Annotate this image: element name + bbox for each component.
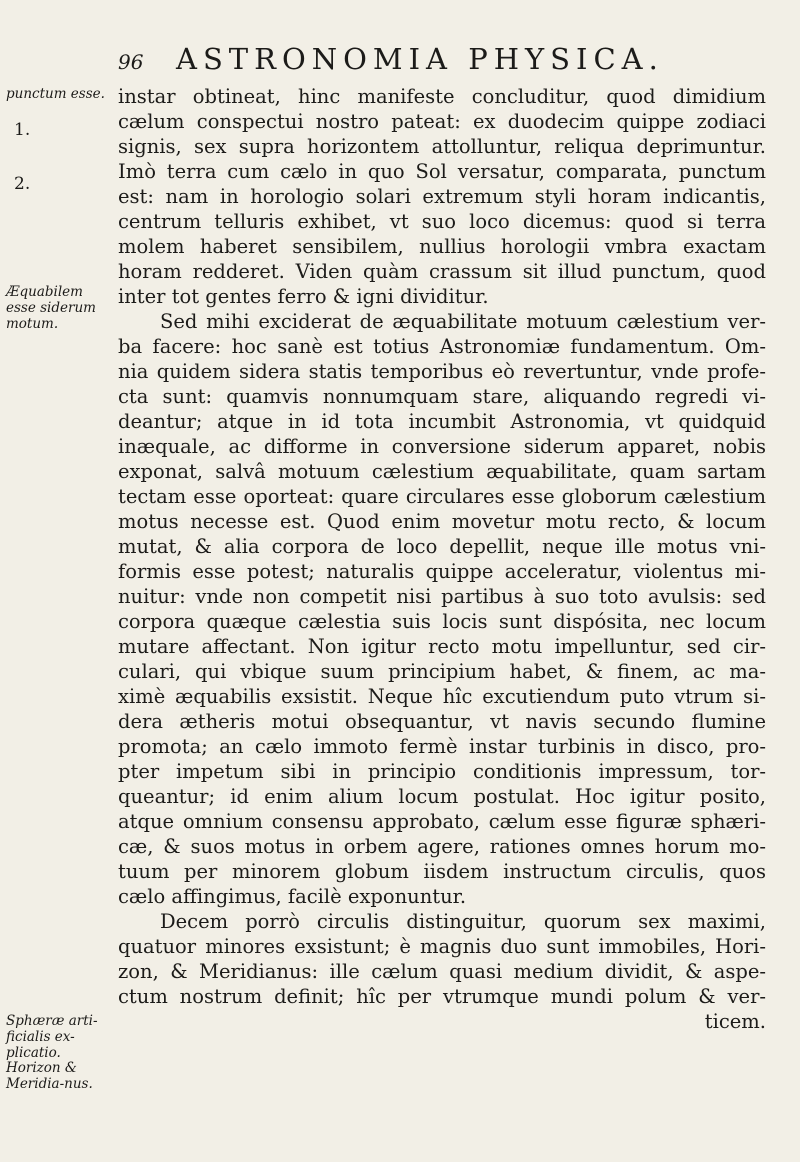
text-line: est: nam in horologio solari extremum styli horam indicantis,	[118, 185, 766, 208]
text-line: culari, qui vbique suum principium habet, & finem, ac ma-	[118, 660, 766, 683]
marginal-note: Horizon & Meridia-nus.	[6, 1060, 93, 1092]
text-line: instar obtineat, hinc manifeste concluditur, quod dimidium	[118, 85, 766, 108]
page-number: 96	[118, 50, 144, 74]
text-line: Imò terra cum cælo in quo Sol versatur, comparata, punctum	[118, 160, 766, 183]
page-header	[118, 40, 758, 80]
body-text	[118, 84, 766, 1034]
text-line: tectam esse oporteat: quare circulares esse globorum cælestium	[118, 485, 766, 508]
text-line: dera ætheris motui obsequantur, vt navis secundo flumine	[118, 710, 766, 733]
text-line: ticem.	[704, 1010, 766, 1033]
text-line: atque omnium consensu approbato, cælum esse figuræ sphæri-	[118, 810, 766, 833]
text-line: Sed mihi exciderat de æquabilitate motuum cælestium ver-	[160, 310, 766, 333]
text-line: horam redderet. Viden quàm crassum sit illud punctum, quod	[118, 260, 766, 283]
text-line: centrum telluris exhibet, vt suo loco dicemus: quod si terra	[118, 210, 766, 233]
text-line: pter impetum sibi in principio conditionis impressum, tor-	[118, 760, 766, 783]
text-line: queantur; id enim alium locum postulat. Hoc igitur posito,	[118, 785, 766, 808]
text-line: nuitur: vnde non competit nisi partibus à suo toto avulsis: sed	[118, 585, 766, 608]
text-line: mutare affectant. Non igitur recto motu impelluntur, sed cir-	[118, 635, 766, 658]
text-line: inæquale, ac difforme in conversione siderum apparet, nobis	[118, 435, 766, 458]
text-line: tuum per minorem globum iisdem instructum circulis, quos	[118, 860, 766, 883]
text-line: promota; an cælo immoto fermè instar turbinis in disco, pro-	[118, 735, 766, 758]
text-line: quatuor minores exsistunt; è magnis duo sunt immobiles, Hori-	[118, 935, 766, 958]
text-line: deantur; atque in id tota incumbit Astronomia, vt quidquid	[118, 410, 766, 433]
text-line: Decem porrò circulis distinguitur, quorum sex maximi,	[160, 910, 766, 933]
running-title: ASTRONOMIA PHYSICA.	[176, 42, 664, 76]
text-line: molem haberet sensibilem, nullius horologii vmbra exactam	[118, 235, 766, 258]
marginal-note: 2.	[14, 174, 31, 194]
text-line: zon, & Meridianus: ille cælum quasi medium dividit, & aspe-	[118, 960, 766, 983]
text-line: ximè æquabilis exsistit. Neque hîc excutiendum puto vtrum si-	[118, 685, 766, 708]
marginal-note: punctum esse.	[6, 86, 105, 102]
text-line: formis esse potest; naturalis quippe acceleratur, violentus mi-	[118, 560, 766, 583]
marginal-note: Æquabilem esse siderum motum.	[6, 284, 96, 332]
text-line: cælo affingimus, facilè exponuntur.	[118, 885, 467, 908]
text-line: nia quidem sidera statis temporibus eò revertuntur, vnde profe-	[118, 360, 766, 383]
text-line: cælum conspectui nostro pateat: ex duodecim quippe zodiaci	[118, 110, 766, 133]
text-line: inter tot gentes ferro & igni dividitur.	[118, 285, 489, 308]
marginal-note: Sphæræ arti-ficialis ex-plicatio.	[6, 1013, 98, 1061]
text-line: ba facere: hoc sanè est totius Astronomiæ fundamentum. Om-	[118, 335, 766, 358]
text-line: ctum nostrum definit; hîc per vtrumque mundi polum & ver-	[118, 985, 766, 1008]
text-line: corpora quæque cælestia suis locis sunt dispósita, nec locum	[118, 610, 766, 633]
text-line: cta sunt: quamvis nonnumquam stare, aliquando regredi vi-	[118, 385, 766, 408]
marginal-note: 1.	[14, 120, 31, 140]
margin-notes	[6, 0, 110, 1162]
text-line: mutat, & alia corpora de loco depellit, neque ille motus vni-	[118, 535, 766, 558]
text-line: signis, sex supra horizontem attolluntur, reliqua deprimuntur.	[118, 135, 766, 158]
text-line: exponat, salvâ motuum cælestium æquabilitate, quam sartam	[118, 460, 766, 483]
text-line: cæ, & suos motus in orbem agere, rationes omnes horum mo-	[118, 835, 766, 858]
text-line: motus necesse est. Quod enim movetur motu recto, & locum	[118, 510, 766, 533]
